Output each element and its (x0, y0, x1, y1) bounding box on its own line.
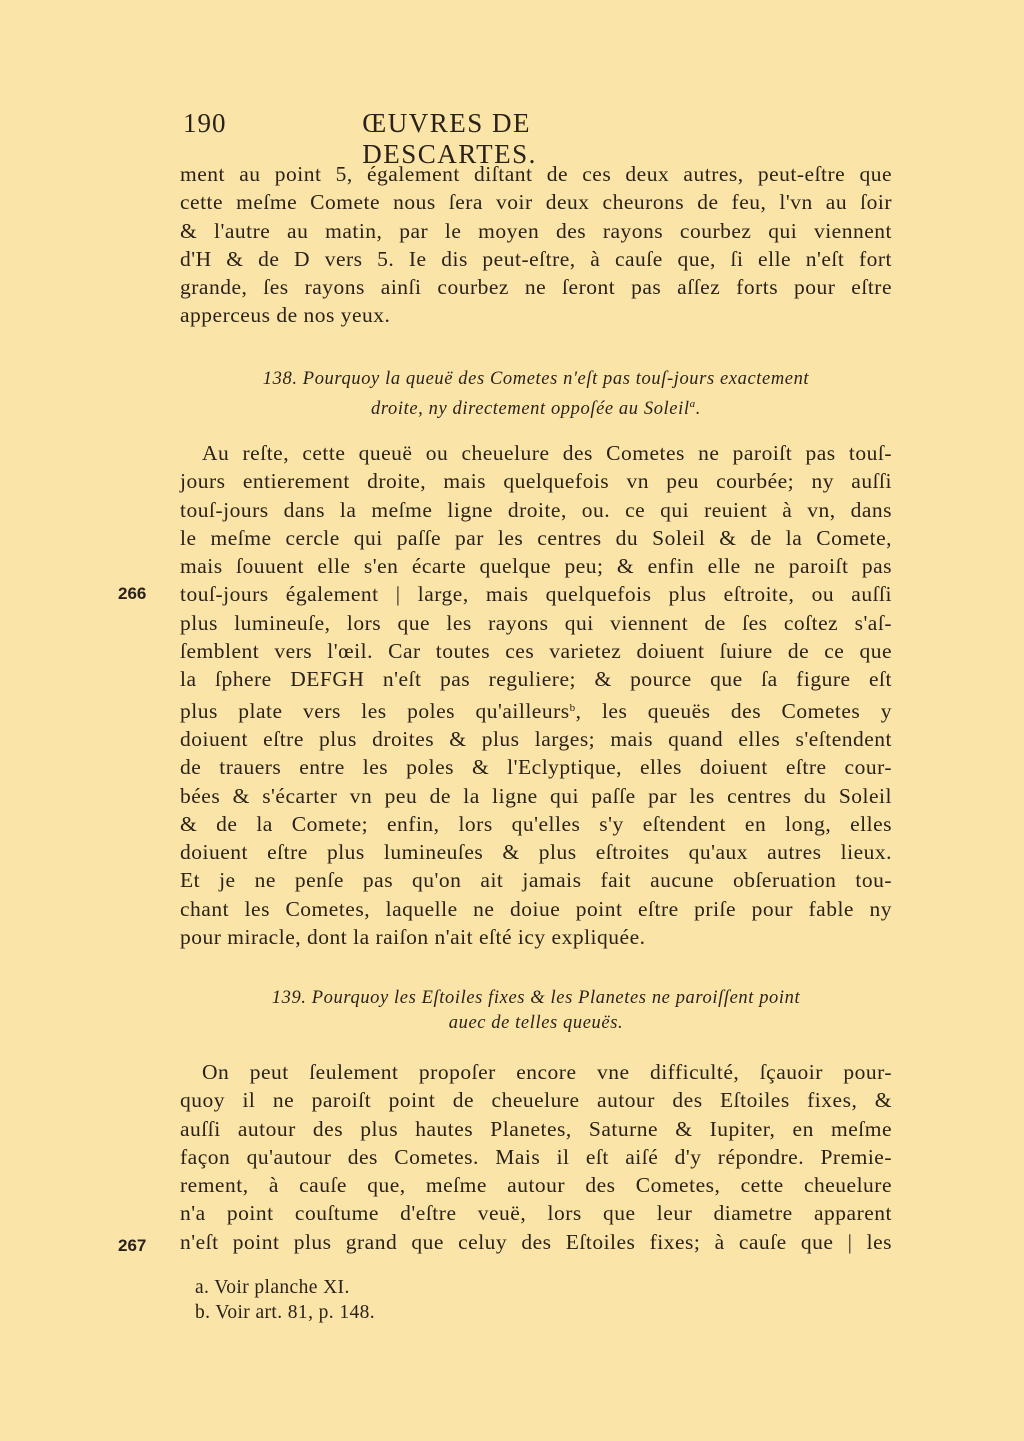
section-heading-139 (180, 986, 892, 1036)
text-line: & de la Comete; enfin, lors qu'elles s'y eſtendent en long, elles (180, 811, 892, 836)
heading-line-text: droite, ny directement oppoſée au Soleil (371, 399, 690, 419)
text-line: doiuent eſtre plus droites & plus larges; mais quand elles s'eſtendent (180, 726, 892, 751)
footnote-b: b. Voir art. 81, p. 148. (195, 1302, 376, 1323)
text-line: ment au point 5, également diſtant de ces deux autres, peut-eſtre que (180, 162, 892, 186)
text-line: ſemblent vers l'œil. Car toutes ces varietez doiuent ſuiure de ce que (180, 639, 892, 664)
page-number: 190 (183, 108, 227, 138)
footnotes (195, 1275, 375, 1325)
text-line: cette meſme Comete nous ſera voir deux cheurons de feu, l'vn au ſoir (180, 190, 892, 215)
margin-page-number: 267 (118, 1236, 147, 1255)
text-line: grande, ſes rayons ainſi courbez ne ſeront pas aſſez forts pour eſtre (180, 275, 892, 300)
text-line: plus lumineuſe, lors que les rayons qui viennent de ſes coſtez s'aſ- (180, 610, 892, 635)
text-line: pour miracle, dont la raiſon n'ait eſté icy expliquée. (180, 925, 646, 950)
text-line: On peut ſeulement propoſer encore vne difficulté, ſçauoir pour- (202, 1060, 892, 1084)
text-line: n'a point couſtume d'eſtre veuë, lors que leur diametre apparent (180, 1201, 892, 1226)
text-line: de trauers entre les poles & l'Eclyptique, elles doiuent eſtre cour- (180, 755, 892, 780)
text-line: mais ſouuent elle s'en écarte quelque peu; & enfin elle ne paroiſt pas (180, 554, 892, 579)
text-line: doiuent eſtre plus lumineuſes & plus eſtroites qu'aux autres lieux. (180, 840, 892, 865)
paragraph-3 (180, 1058, 892, 1256)
text-line: n'eſt point plus grand que celuy des Eſtoiles fixes; à cauſe que | les (180, 1229, 892, 1254)
text-line: touſ-jours dans la meſme ligne droite, ou. ce qui reuient à vn, dans (180, 497, 892, 522)
text-line: le meſme cercle qui paſſe par les centres du Soleil & de la Comete, (180, 525, 892, 550)
text-line (180, 694, 892, 725)
paragraph-1 (180, 160, 892, 330)
heading-line: droite, ny directement oppoſée au Soleil$^a$. (371, 398, 701, 419)
heading-line: auec de telles queuës. (448, 1013, 624, 1033)
text-line: chant les Cometes, laquelle ne doiue point eſtre priſe pour fable ny (180, 896, 892, 921)
text-line-part: plus plate vers les poles qu'ailleurs (180, 698, 570, 723)
text-line: rement, à cauſe que, meſme autour des Cometes, cette cheuelure (180, 1173, 892, 1198)
text-line: d'H & de D vers 5. Ie dis peut-eſtre, à cauſe que, ſi elle n'eſt fort (180, 246, 892, 271)
text-line: Et je ne penſe pas qu'on ait jamais fait aucune obſeruation tou- (180, 868, 892, 893)
footnote-ref-b: b (569, 701, 576, 714)
running-title: ŒUVRES DE DESCARTES. (362, 108, 537, 169)
text-line: façon qu'autour des Cometes. Mais il eſt aiſé d'y répondre. Premie- (180, 1144, 892, 1169)
text-line: Au reſte, cette queuë ou cheuelure des Cometes ne paroiſt pas touſ- (202, 441, 892, 465)
text-line: jours entierement droite, mais quelquefois vn peu courbée; ny auſſi (180, 469, 892, 494)
text-line: bées & s'écarter vn peu de la ligne qui paſſe par les centres du Soleil (180, 783, 892, 808)
text-line-part: , les queuës des Cometes y (575, 698, 892, 723)
margin-page-number: 266 (118, 584, 147, 603)
section-heading-138 (180, 367, 892, 422)
footnote-a: a. Voir planche XI. (195, 1277, 350, 1298)
text-line: & l'autre au matin, par le moyen des rayons courbez qui viennent (180, 218, 892, 243)
text-line: apperceus de nos yeux. (180, 303, 391, 328)
text-line: la ſphere DEFGH n'eſt pas reguliere; & pource que ſa figure eſt (180, 667, 892, 692)
text-line: touſ-jours également | large, mais quelquefois plus eſtroite, ou auſſi (180, 582, 892, 607)
paragraph-2 (180, 439, 892, 951)
text-line: auſſi autour des plus hautes Planetes, Saturne & Iupiter, en meſme (180, 1116, 892, 1141)
heading-line: 139. Pourquoy les Eſtoiles fixes & les Planetes ne paroiſſent point (271, 988, 801, 1008)
footnote-ref-a: a (689, 398, 696, 410)
heading-line: 138. Pourquoy la queuë des Cometes n'eſt pas touſ-jours exactement (262, 369, 810, 389)
text-line: quoy il ne paroiſt point de cheuelure autour des Eſtoiles fixes, & (180, 1088, 892, 1113)
